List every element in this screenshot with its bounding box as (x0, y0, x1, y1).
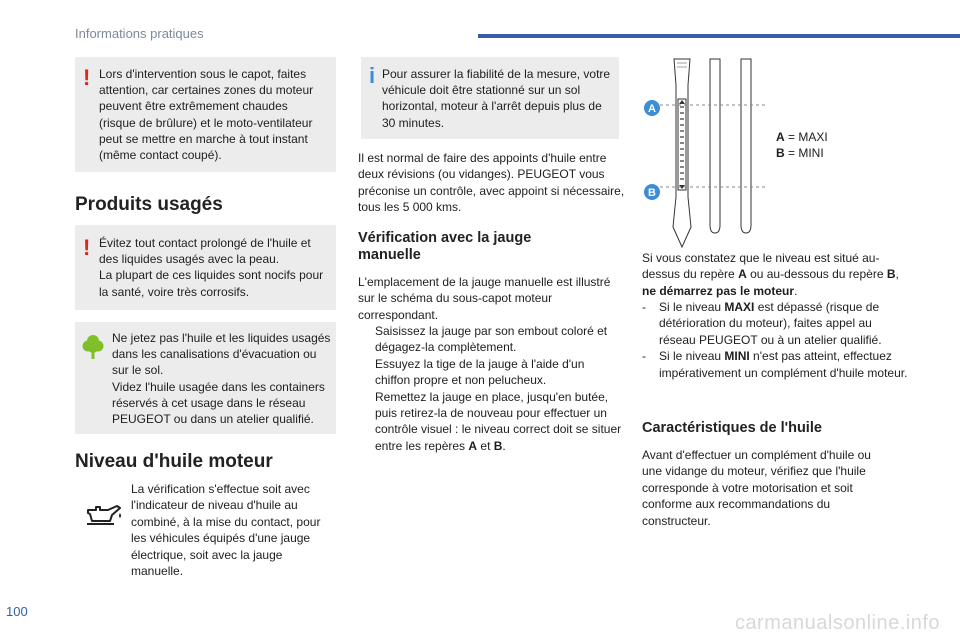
used-products-warning-text: Évitez tout contact prolongé de l'huile et des liquides usagés avec la peau. La plupart de ces liquides sont nocifs pour la santé, voire très corrosifs. (99, 236, 324, 299)
list-item: - Si le niveau MINI n'est pas atteint, effectuez impérativement un complément d'huile moteur. (642, 349, 908, 380)
marker-a-label: A (648, 103, 656, 115)
list-item: Essuyez la tige de la jauge à l'aide d'un chiffon propre et non pelucheux. (375, 356, 585, 388)
list-item: Remettez la jauge en place, jusqu'en butée, puis retirez-la de nouveau pour effectuer un contrôle visuel : le niveau correct doit se situer entre les repères A et B. (375, 389, 622, 453)
warning-icon: ! (83, 235, 91, 260)
watermark: carmanualsonline.info (734, 612, 940, 634)
info-icon: i (369, 63, 376, 88)
list-item: Saisissez la jauge par son embout coloré et dégagez-la complètement. (375, 324, 608, 355)
eco-text: Ne jetez pas l'huile et les liquides usagés dans les canalisations d'évacuation ou sur le sol. Videz l'huile usagée dans les containers réservés à cet usage dans le réseau PEUGEOT ou dans un atelier qualifié. (112, 331, 331, 427)
dipstick-steps (358, 323, 622, 454)
marker-b-label: B (648, 187, 656, 199)
info-box-measurement (361, 57, 619, 139)
level-cases (642, 299, 908, 381)
heading-oil-characteristics: Caractéristiques de l'huile (642, 420, 822, 436)
list-item: - Si le niveau MAXI est dépassé (risque de détérioration du moteur), faites appel au réseau PEUGEOT ou à un atelier qualifié. (642, 300, 882, 347)
eco-box-used-products (75, 322, 336, 434)
info-text: Pour assurer la fiabilité de la mesure, votre véhicule doit être stationné sur un sol horizontal, moteur à l'arrêt depuis plus de 30 minutes. (382, 67, 611, 130)
section-title: Informations pratiques (75, 26, 204, 41)
warning-box-hot-engine (75, 57, 336, 172)
dipstick-intro: L'emplacement de la jauge manuelle est illustré sur le schéma du sous-capot moteur correspondant. (358, 275, 611, 322)
warning-box-used-products (75, 225, 336, 310)
dipstick-diagram (640, 57, 770, 252)
heading-used-products: Produits usagés (75, 194, 223, 215)
heading-oil-level: Niveau d'huile moteur (75, 451, 273, 472)
eco-tree-icon (82, 334, 104, 360)
oil-can-icon (84, 502, 124, 526)
legend-mini: B = MINI (776, 146, 824, 160)
page-number: 100 (6, 604, 28, 619)
oil-characteristics-text: Avant d'effectuer un complément d'huile ou une vidange du moteur, vérifiez que l'huile corresponde à votre motorisation et soit conforme aux recommandations du constructeur. (642, 448, 871, 528)
heading-dipstick-check: Vérification avec la jauge manuelle (358, 230, 532, 263)
diagram-legend (776, 129, 828, 161)
normal-topup-text: Il est normal de faire des appoints d'huile entre deux révisions (ou vidanges). PEUGEOT vous préconise un contrôle, avec appoint si nécessaire, tous les 5 000 kms. (358, 151, 625, 215)
warning-text: Lors d'intervention sous le capot, faites attention, car certaines zones du moteur peuvent être extrêmement chaudes (risque de brûlure) et le moto-ventilateur peut se mettre en marche à tout instant (même contact coupé). (99, 67, 314, 163)
warning-icon: ! (83, 65, 91, 90)
header-accent-bar (478, 34, 960, 38)
legend-maxi: A = MAXI (776, 130, 828, 144)
level-check-text: Si vous constatez que le niveau est situé au-dessus du repère A ou au-dessous du repère B, ne démarrez pas le moteur. (642, 251, 899, 298)
oil-level-text: La vérification s'effectue soit avec l'indicateur de niveau d'huile au combiné, à la mise du contact, pour les véhicules équipés d'une jauge électrique, soit avec la jauge manuelle. (131, 482, 321, 579)
